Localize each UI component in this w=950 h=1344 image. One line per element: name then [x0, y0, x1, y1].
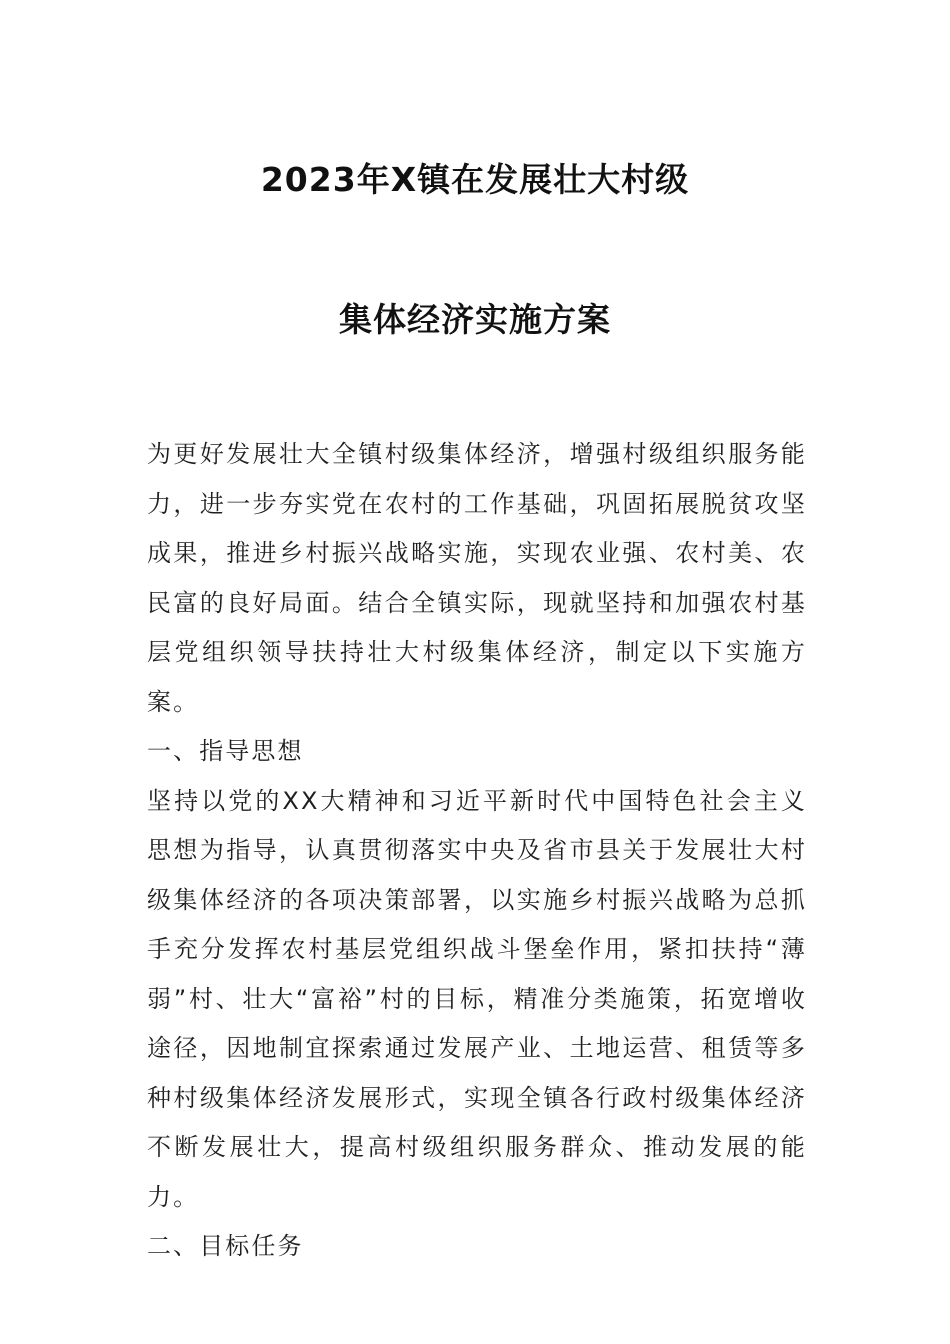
document-title-line-2: 集体经济实施方案	[339, 300, 611, 339]
guiding-ideology-paragraph: 坚持以党的XX大精神和习近平新时代中国特色社会主义思想为指导，认真贯彻落实中央及省市县关于发展壮大村级集体经济的各项决策部署，以实施乡村振兴战略为总抓手充分发挥农村基层党组织战斗堡垒作用，紧扣扶持“薄弱”村、壮大“富裕”村的目标，精准分类施策，拓宽增收途径，因地制宜探索通过发展产业、土地运营、租赁等多种村级集体经济发展形式，实现全镇各行政村级集体经济不断发展壮大，提高村级组织服务群众、推动发展的能力。	[147, 786, 807, 1211]
intro-paragraph: 为更好发展壮大全镇村级集体经济，增强村级组织服务能力，进一步夯实党在农村的工作基础，巩固拓展脱贫攻坚成果，推进乡村振兴战略实施，实现农业强、农村美、农民富的良好局面。结合全镇实际，现就坚持和加强农村基层党组织领导扶持壮大村级集体经济，制定以下实施方案。	[147, 440, 807, 716]
document-title-line-1: 2023年X镇在发展壮大村级	[260, 160, 690, 199]
section-heading-guiding-ideology: 一、指导思想	[147, 737, 304, 765]
section-heading-goals-tasks: 二、目标任务	[147, 1232, 304, 1260]
document-body	[147, 430, 807, 1272]
